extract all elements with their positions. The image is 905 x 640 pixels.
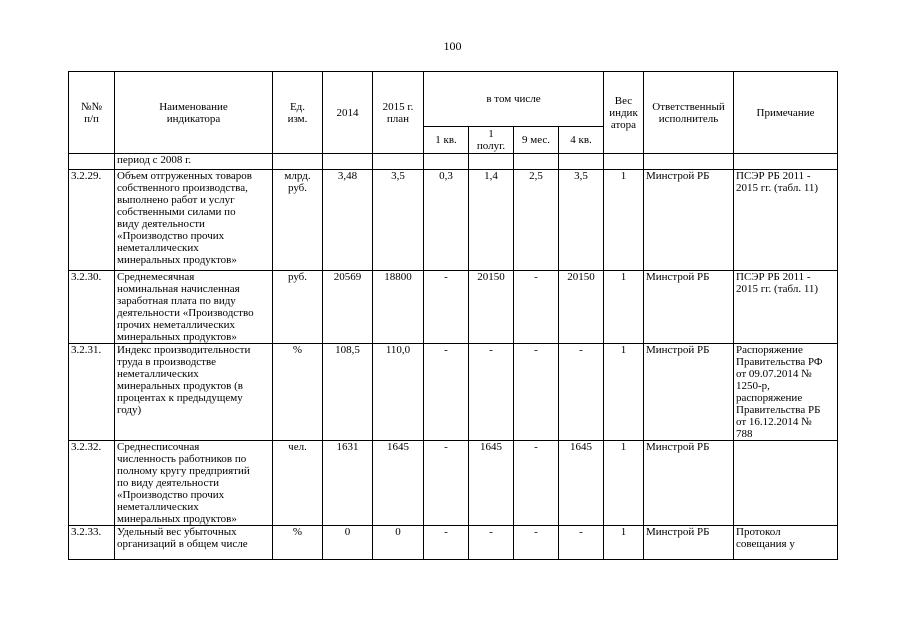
cell-half-year: 1,4 bbox=[469, 170, 514, 271]
header-responsible: Ответственный исполнитель bbox=[644, 72, 734, 154]
page-number: 100 bbox=[443, 39, 462, 53]
cell-unit: % bbox=[273, 344, 323, 441]
cell-2015: 1645 bbox=[373, 441, 424, 526]
cell-9-months: - bbox=[514, 344, 559, 441]
cell-responsible: Минстрой РБ bbox=[644, 170, 734, 271]
cell-q1: - bbox=[424, 441, 469, 526]
table-row bbox=[69, 344, 838, 441]
cell-9-months: 2,5 bbox=[514, 170, 559, 271]
cell-q1: - bbox=[424, 526, 469, 560]
cell-num: 3.2.31. bbox=[69, 344, 115, 441]
cell-responsible: Минстрой РБ bbox=[644, 526, 734, 560]
cell-weight: 1 bbox=[604, 271, 644, 344]
cell-weight: 1 bbox=[604, 344, 644, 441]
cell-note bbox=[734, 154, 838, 170]
indicators-table bbox=[68, 71, 838, 560]
cell-q1: 0,3 bbox=[424, 170, 469, 271]
cell-half-year: 20150 bbox=[469, 271, 514, 344]
header-9-months: 9 мес. bbox=[514, 127, 559, 154]
cell-note: Протокол совещания у bbox=[734, 526, 838, 560]
cell-half-year: - bbox=[469, 526, 514, 560]
cell-name: Среднесписочная численность работников по полному кругу предприятий по виду деятельности «Производство прочих неметаллических минеральных продуктов» bbox=[115, 441, 273, 526]
cell-weight: 1 bbox=[604, 526, 644, 560]
cell-unit: чел. bbox=[273, 441, 323, 526]
cell-2014: 1631 bbox=[323, 441, 373, 526]
cell-2015 bbox=[373, 154, 424, 170]
cell-q4: - bbox=[559, 526, 604, 560]
cell-unit: руб. bbox=[273, 271, 323, 344]
cell-9-months: - bbox=[514, 441, 559, 526]
header-note: Примечание bbox=[734, 72, 838, 154]
cell-num bbox=[69, 154, 115, 170]
cell-name: период с 2008 г. bbox=[115, 154, 273, 170]
cell-note bbox=[734, 441, 838, 526]
table-row bbox=[69, 271, 838, 344]
cell-responsible bbox=[644, 154, 734, 170]
cell-q4 bbox=[559, 154, 604, 170]
header-2015-plan: 2015 г. план bbox=[373, 72, 424, 154]
cell-note: Распоряжение Правительства РФ от 09.07.2014 № 1250-р, распоряжение Правительства РБ от 16.12.2014 № 788 bbox=[734, 344, 838, 441]
header-unit: Ед. изм. bbox=[273, 72, 323, 154]
cell-2015: 18800 bbox=[373, 271, 424, 344]
table-row bbox=[69, 441, 838, 526]
cell-2014: 3,48 bbox=[323, 170, 373, 271]
header-half-year: 1 полуг. bbox=[469, 127, 514, 154]
cell-q4: 20150 bbox=[559, 271, 604, 344]
cell-2014: 108,5 bbox=[323, 344, 373, 441]
cell-q1: - bbox=[424, 344, 469, 441]
cell-2014: 0 bbox=[323, 526, 373, 560]
cell-unit: % bbox=[273, 526, 323, 560]
cell-weight: 1 bbox=[604, 170, 644, 271]
cell-num: 3.2.33. bbox=[69, 526, 115, 560]
cell-responsible: Минстрой РБ bbox=[644, 271, 734, 344]
cell-half-year bbox=[469, 154, 514, 170]
header-2014: 2014 bbox=[323, 72, 373, 154]
cell-name: Удельный вес убыточных организаций в общем числе bbox=[115, 526, 273, 560]
cell-q4: 1645 bbox=[559, 441, 604, 526]
cell-num: 3.2.30. bbox=[69, 271, 115, 344]
cell-2014 bbox=[323, 154, 373, 170]
cell-note: ПСЭР РБ 2011 - 2015 гг. (табл. 11) bbox=[734, 170, 838, 271]
cell-weight bbox=[604, 154, 644, 170]
cell-name: Среднемесячная номинальная начисленная заработная плата по виду деятельности «Производство прочих неметаллических минеральных продуктов» bbox=[115, 271, 273, 344]
cell-2015: 110,0 bbox=[373, 344, 424, 441]
cell-2014: 20569 bbox=[323, 271, 373, 344]
header-q1: 1 кв. bbox=[424, 127, 469, 154]
cell-9-months bbox=[514, 154, 559, 170]
cell-q1: - bbox=[424, 271, 469, 344]
cell-9-months: - bbox=[514, 526, 559, 560]
table-row bbox=[69, 526, 838, 560]
table-row bbox=[69, 154, 838, 170]
cell-num: 3.2.32. bbox=[69, 441, 115, 526]
cell-num: 3.2.29. bbox=[69, 170, 115, 271]
header-name: Наименование индикатора bbox=[115, 72, 273, 154]
cell-q1 bbox=[424, 154, 469, 170]
cell-unit: млрд. руб. bbox=[273, 170, 323, 271]
header-weight: Вес индик атора bbox=[604, 72, 644, 154]
cell-q4: 3,5 bbox=[559, 170, 604, 271]
cell-half-year: - bbox=[469, 344, 514, 441]
cell-responsible: Минстрой РБ bbox=[644, 344, 734, 441]
header-num: №№ п/п bbox=[69, 72, 115, 154]
cell-9-months: - bbox=[514, 271, 559, 344]
cell-2015: 3,5 bbox=[373, 170, 424, 271]
header-including: в том числе bbox=[424, 72, 604, 127]
cell-name: Индекс производительности труда в производстве неметаллических минеральных продуктов (в процентах к предыдущему году) bbox=[115, 344, 273, 441]
cell-half-year: 1645 bbox=[469, 441, 514, 526]
cell-name: Объем отгруженных товаров собственного производства, выполнено работ и услуг собственными силами по виду деятельности «Производство прочих неметаллических минеральных продуктов» bbox=[115, 170, 273, 271]
cell-q4: - bbox=[559, 344, 604, 441]
table-row bbox=[69, 170, 838, 271]
cell-responsible: Минстрой РБ bbox=[644, 441, 734, 526]
cell-weight: 1 bbox=[604, 441, 644, 526]
cell-unit bbox=[273, 154, 323, 170]
header-q4: 4 кв. bbox=[559, 127, 604, 154]
cell-note: ПСЭР РБ 2011 - 2015 гг. (табл. 11) bbox=[734, 271, 838, 344]
cell-2015: 0 bbox=[373, 526, 424, 560]
